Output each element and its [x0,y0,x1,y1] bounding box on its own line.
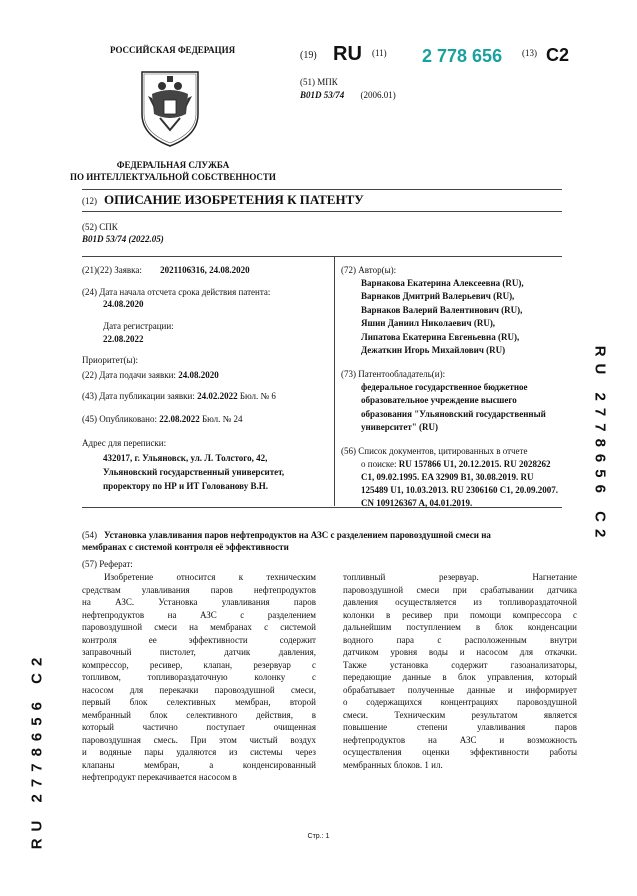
address-label: Адрес для переписки: [82,438,167,448]
abstract-line: Изобретение относится к техническим [104,572,316,582]
authors-label: (72) Автор(ы): [341,265,397,275]
abstract-line: колонки в ресивер при помощи компрессора с [343,609,577,620]
abstract-line: нефтепродуктов на АЗС с разделением [82,609,316,620]
filing-date-field: (22) Дата подачи заявки: 24.08.2020 [82,370,219,380]
abstract-line: и водяные пары удаляются из системы через [82,747,316,757]
code-12: (12) [82,196,97,206]
abstract-line: нефтепродукт перекачивается насосом в [82,772,237,782]
term-start-label: (24) Дата начала отсчета срока действия патента: [82,287,271,297]
code-11: (11) [372,48,387,58]
abstract-line: мембранный блок селективного действия, в [82,709,316,720]
abstract-line: паровоздушной смеси на мембранах с системой [82,622,316,632]
abstract-line: заправочный пистолет, датчик давления, [82,647,316,657]
coat-of-arms-emblem [136,68,204,148]
title-rule-top [82,189,562,190]
abstract-line: давления осуществляется из топливораздаточной [343,597,577,607]
spk-classification: B01D 53/74 (2022.05) [82,234,164,244]
abstract-left-column [82,571,316,784]
abstract-line: паровоздушная смесь. При этом чистый воздух [82,734,316,745]
abstract-line: датчиком уровня воды и насосом для откачки. [343,647,577,657]
abstract-line: дальнейшим поступлением в блок конденсации [343,622,577,632]
abstract-line: который частично поступает очищенная [82,722,316,732]
abstract-line: осуществления оценки эффективности работы [343,747,577,757]
kind-code: C2 [546,45,570,65]
publication-date-field: (43) Дата публикации заявки: 24.02.2022 Бюл. № 6 [82,391,276,401]
abstract-line: средствам улавливания паров нефтепродуктов [82,584,316,595]
address-block: 432017, г. Ульяновск, ул. Л. Толстого, 42, Ульяновский государственный университет, проректору по НР и ИТ Голованову В.Н. [103,453,285,491]
spk-label: (52) СПК [82,222,118,232]
code-19: (19) [300,50,317,61]
abstract-line: насосом для перекачки паровоздушной смеси, [82,684,316,695]
abstract-line: водного пара с расположенным внутри [343,634,577,645]
title-rule-bottom [82,211,562,212]
abstract-label: (57) Реферат: [82,559,133,569]
abstract-line: нефтепродуктов на АЗС и возможность [343,734,577,745]
right-margin-patent-id: RU 2778656 C2 [591,345,609,545]
agency-name-line2: ПО ИНТЕЛЛЕКТУАЛЬНОЙ СОБСТВЕННОСТИ [70,172,276,182]
abstract-right-column [343,571,577,771]
patent-number: 2 778 656 [422,46,503,66]
registration-label: Дата регистрации: [103,321,174,331]
owner-label: (73) Патентообладатель(и): [341,369,446,379]
abstract-line: мембранных блоков. 1 ил. [343,759,443,770]
code-54: (54) [82,530,97,540]
term-start-value: 24.08.2020 [103,299,144,309]
left-margin-patent-id: RU 2778656 C2 [28,650,46,850]
document-title: ОПИСАНИЕ ИЗОБРЕТЕНИЯ К ПАТЕНТУ [104,192,364,207]
abstract-line: повышение степени улавливания паров [343,722,577,732]
abstract-line: смеси. Техническим результатом является [343,709,577,720]
owner-block: федеральное государственное бюджетное образовательное учреждение высшего образования "Ульяновский государственный университет" (RU) [361,382,546,433]
abstract-line: Также установка содержит газоанализаторы, [343,659,577,670]
code-13: (13) [522,48,537,58]
abstract-line: первый блок селективных мембран, второй [82,697,316,707]
priority-label: Приоритет(ы): [82,355,139,365]
abstract-line: на АЗС. Установка улавливания паров [82,597,316,607]
registration-value: 22.08.2022 [103,334,144,344]
abstract-line: паровоздушной смеси при срабатывании датчика [343,584,577,595]
mpk-classification: B01D 53/74 (2006.01) [300,90,396,100]
abstract-line: топливный резервуар. Нагнетание [343,572,577,582]
abstract-line: передающие данные в блок управления, который [343,672,577,682]
country-code: RU [333,43,362,65]
biblio-rule-top [82,256,562,257]
abstract-line: топливом, топливораздаточную колонку с [82,672,316,682]
authors-list: Варнакова Екатерина Алексеевна (RU), Варнаков Дмитрий Валерьевич (RU), Варнаков Валерий Валентинович (RU), Яшин Даниил Николаевич (RU), Липатова Екатерина Евгеньевна (RU), Дежаткин Игорь Михайлович (RU) [361,278,524,356]
invention-title-line1: Установка улавливания паров нефтепродуктов на АЗС с разделением паровоздушной смеси на [104,530,491,540]
published-date-field: (45) Опубликовано: 22.08.2022 Бюл. № 24 [82,414,243,424]
page-number: Стр.: 1 [307,833,330,840]
invention-title-line2: мембранах с системой контроля её эффективности [82,542,289,552]
agency-name-line1: ФЕДЕРАЛЬНАЯ СЛУЖБА [116,160,230,170]
abstract-line: контроля ее эффективности содержит [82,634,316,645]
abstract-line: обрабатывает полученные данные и информирует [343,684,577,695]
country-name: РОССИЙСКАЯ ФЕДЕРАЦИЯ [110,45,236,55]
citations-block: (56) Список документов, цитированных в отчете о поиске: RU 157866 U1, 20.12.2015. RU 2028262 C1, 09.02.1995. EA 32909 B1, 30.08.2019. RU 125489 U1, 10.03.2013. RU 2306160 C1, 20.09.2007. CN 109126367 A, 04.01.2019. [341,446,558,508]
abstract-line: компрессор, ресивер, клапан, резервуар с [82,659,316,670]
abstract-line: о содержащихся концентрациях паровоздушной [343,697,577,707]
code-51: (51) МПК [300,77,338,87]
abstract-line: клапаны мембран, а конденсированный [82,759,316,770]
application-field: (21)(22) Заявка: 2021106316, 24.08.2020 [82,265,250,275]
biblio-column-divider [334,256,335,506]
